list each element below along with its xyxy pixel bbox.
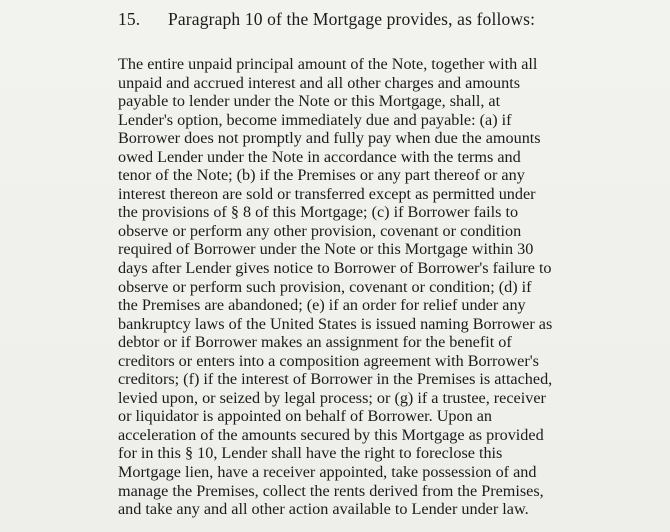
quoted-paragraph [118,55,563,519]
paragraph-line: Mortgage lien, have a receiver appointed, take possession of and [118,463,537,482]
paragraph-line: observe or perform any other provision, covenant or condition [118,221,522,240]
paragraph-line: Borrower does not promptly and fully pay when due the amounts [118,129,541,148]
paragraph-line: interest thereon are sold or transferred except as permitted under [118,184,536,203]
section-heading [118,9,535,29]
paragraph-line: payable to lender under the Note or this Mortgage, shall, at [118,92,501,111]
paragraph-line: unpaid and accrued interest and all other charges and amounts [118,73,520,92]
paragraph-line: the provisions of § 8 of this Mortgage; (c) if Borrower fails to [118,203,519,222]
paragraph-line: The entire unpaid principal amount of the Note, together with all [118,55,538,73]
paragraph-line: bankruptcy laws of the United States is issued naming Borrower as [118,314,553,333]
paragraph-line: owed Lender under the Note in accordance with the terms and [118,147,521,166]
paragraph-line: the Premises are abandoned; (e) if an order for relief under any [118,296,526,315]
paragraph-line: acceleration of the amounts secured by this Mortgage as provided [118,425,544,444]
paragraph-line: tenor of the Note; (b) if the Premises or any part thereof or any [118,166,525,185]
paragraph-line: Lender's option, become immediately due and payable: (a) if [118,110,512,129]
paragraph-line: and take any and all other action available to Lender under law. [118,500,529,519]
paragraph-line: days after Lender gives notice to Borrower of Borrower's failure to [118,259,552,278]
paragraph-line: creditors; (f) if the interest of Borrower in the Premises is attached, [118,370,553,389]
paragraph-line: levied upon, or seized by legal process; or (g) if a trustee, receiver [118,388,546,407]
paragraph-line: required of Borrower under the Note or this Mortgage within 30 [118,240,534,259]
paragraph-line: debtor or if Borrower makes an assignment for the benefit of [118,333,512,352]
section-number: 15. [118,9,141,29]
paragraph-line: creditors or enters into a composition agreement with Borrower's [118,351,539,370]
section-heading-text: Paragraph 10 of the Mortgage provides, as follows: [168,9,536,29]
paragraph-line: for in this § 10, Lender shall have the right to foreclose this [118,444,503,463]
paragraph-line: observe or perform such provision, covenant or condition; (d) if [118,277,532,296]
paragraph-line: manage the Premises, collect the rents derived from the Premises, [118,481,544,500]
paragraph-line: or liquidator is appointed on behalf of Borrower. Upon an [118,407,493,426]
